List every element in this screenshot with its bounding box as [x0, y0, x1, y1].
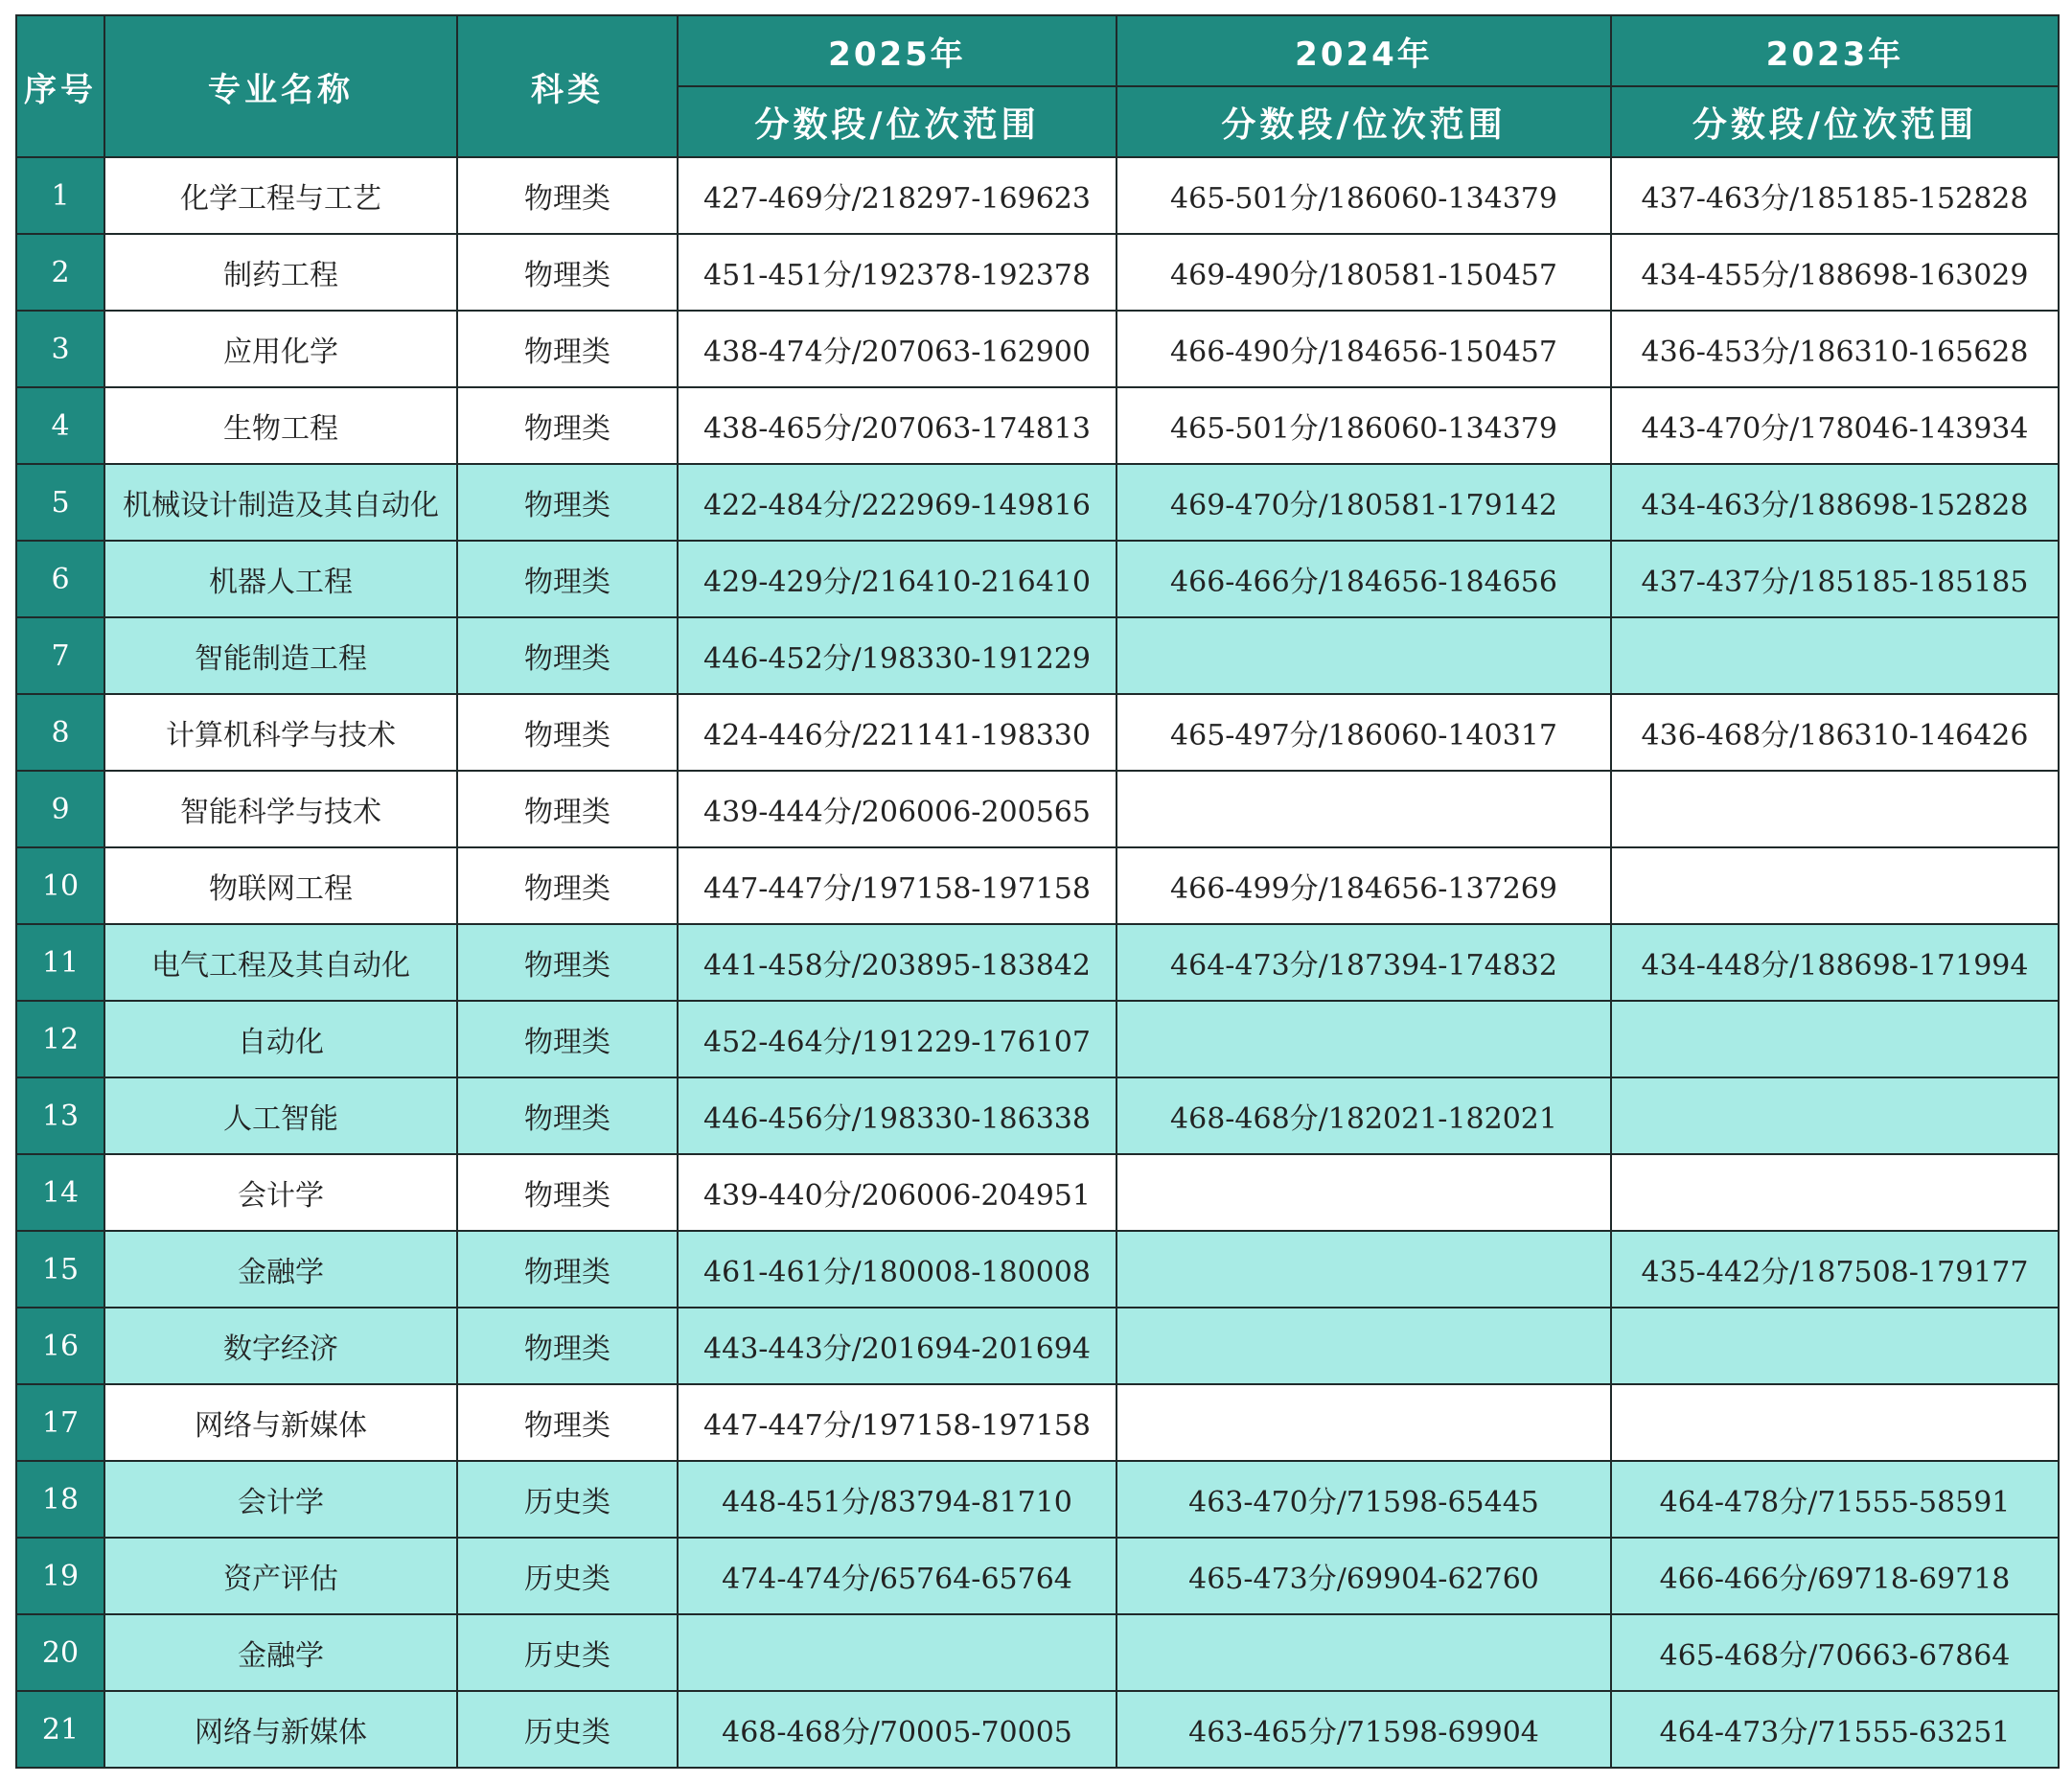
header-major: 专业名称: [104, 15, 457, 157]
major-name-cell: 人工智能: [104, 1077, 457, 1154]
category-cell: 历史类: [457, 1691, 678, 1768]
row-index-cell: 11: [16, 924, 104, 1001]
header-sub-2024: 分数段/位次范围: [1117, 86, 1611, 157]
table-row: [16, 1384, 2059, 1461]
score-2025-cell: 439-444分/206006-200565: [678, 771, 1117, 847]
row-index-cell: 3: [16, 311, 104, 387]
major-name-cell: 物联网工程: [104, 847, 457, 924]
major-name-cell: 会计学: [104, 1461, 457, 1538]
major-name-cell: 金融学: [104, 1614, 457, 1691]
category-cell: 物理类: [457, 617, 678, 694]
score-2025-cell: 429-429分/216410-216410: [678, 541, 1117, 617]
major-name-cell: 制药工程: [104, 234, 457, 311]
major-name-cell: 计算机科学与技术: [104, 694, 457, 771]
score-2025-cell: [678, 1614, 1117, 1691]
table-row: [16, 1691, 2059, 1768]
category-cell: 物理类: [457, 694, 678, 771]
header-index: 序号: [16, 15, 104, 157]
table-row: [16, 617, 2059, 694]
score-2025-cell: 474-474分/65764-65764: [678, 1538, 1117, 1614]
header-year-2024: 2024年: [1117, 15, 1611, 86]
major-name-cell: 生物工程: [104, 387, 457, 464]
score-2023-cell: [1611, 1384, 2059, 1461]
table-row: [16, 311, 2059, 387]
score-2025-cell: 468-468分/70005-70005: [678, 1691, 1117, 1768]
row-index-cell: 10: [16, 847, 104, 924]
score-2023-cell: [1611, 1308, 2059, 1384]
major-name-cell: 自动化: [104, 1001, 457, 1077]
table-row: [16, 387, 2059, 464]
major-name-cell: 金融学: [104, 1231, 457, 1308]
category-cell: 物理类: [457, 387, 678, 464]
row-index-cell: 2: [16, 234, 104, 311]
score-2023-cell: [1611, 771, 2059, 847]
major-name-cell: 机械设计制造及其自动化: [104, 464, 457, 541]
table-row: [16, 1231, 2059, 1308]
score-2024-cell: 469-490分/180581-150457: [1117, 234, 1611, 311]
row-index-cell: 18: [16, 1461, 104, 1538]
score-2023-cell: 437-437分/185185-185185: [1611, 541, 2059, 617]
score-2023-cell: 436-468分/186310-146426: [1611, 694, 2059, 771]
table-row: [16, 1538, 2059, 1614]
category-cell: 物理类: [457, 464, 678, 541]
score-2025-cell: 424-446分/221141-198330: [678, 694, 1117, 771]
row-index-cell: 19: [16, 1538, 104, 1614]
score-2023-cell: 443-470分/178046-143934: [1611, 387, 2059, 464]
score-2024-cell: [1117, 1154, 1611, 1231]
row-index-cell: 13: [16, 1077, 104, 1154]
table-row: [16, 1001, 2059, 1077]
row-index-cell: 9: [16, 771, 104, 847]
row-index-cell: 7: [16, 617, 104, 694]
header-year-2023: 2023年: [1611, 15, 2059, 86]
row-index-cell: 17: [16, 1384, 104, 1461]
score-2024-cell: 465-473分/69904-62760: [1117, 1538, 1611, 1614]
row-index-cell: 20: [16, 1614, 104, 1691]
score-2023-cell: [1611, 1077, 2059, 1154]
row-index-cell: 1: [16, 157, 104, 234]
score-2025-cell: 446-452分/198330-191229: [678, 617, 1117, 694]
score-2024-cell: 465-501分/186060-134379: [1117, 387, 1611, 464]
category-cell: 物理类: [457, 157, 678, 234]
category-cell: 物理类: [457, 1308, 678, 1384]
score-2025-cell: 439-440分/206006-204951: [678, 1154, 1117, 1231]
category-cell: 物理类: [457, 234, 678, 311]
score-2025-cell: 441-458分/203895-183842: [678, 924, 1117, 1001]
score-2025-cell: 422-484分/222969-149816: [678, 464, 1117, 541]
category-cell: 物理类: [457, 1077, 678, 1154]
score-2025-cell: 461-461分/180008-180008: [678, 1231, 1117, 1308]
table-row: [16, 1308, 2059, 1384]
row-index-cell: 5: [16, 464, 104, 541]
header-category: 科类: [457, 15, 678, 157]
score-2023-cell: 436-453分/186310-165628: [1611, 311, 2059, 387]
category-cell: 物理类: [457, 847, 678, 924]
score-2025-cell: 438-465分/207063-174813: [678, 387, 1117, 464]
score-2023-cell: [1611, 1001, 2059, 1077]
score-2025-cell: 443-443分/201694-201694: [678, 1308, 1117, 1384]
major-name-cell: 应用化学: [104, 311, 457, 387]
category-cell: 物理类: [457, 311, 678, 387]
score-2024-cell: 468-468分/182021-182021: [1117, 1077, 1611, 1154]
category-cell: 物理类: [457, 1154, 678, 1231]
admission-score-table: [15, 14, 2060, 1769]
major-name-cell: 资产评估: [104, 1538, 457, 1614]
row-index-cell: 16: [16, 1308, 104, 1384]
table-row: [16, 1461, 2059, 1538]
major-name-cell: 数字经济: [104, 1308, 457, 1384]
category-cell: 历史类: [457, 1614, 678, 1691]
score-2023-cell: 434-463分/188698-152828: [1611, 464, 2059, 541]
category-cell: 物理类: [457, 1384, 678, 1461]
score-2024-cell: [1117, 1614, 1611, 1691]
major-name-cell: 电气工程及其自动化: [104, 924, 457, 1001]
score-2024-cell: 466-490分/184656-150457: [1117, 311, 1611, 387]
header-sub-2023: 分数段/位次范围: [1611, 86, 2059, 157]
table-row: [16, 1077, 2059, 1154]
table-row: [16, 1614, 2059, 1691]
score-2024-cell: [1117, 1384, 1611, 1461]
score-2024-cell: [1117, 771, 1611, 847]
score-2024-cell: 465-497分/186060-140317: [1117, 694, 1611, 771]
score-2025-cell: 447-447分/197158-197158: [678, 847, 1117, 924]
score-2024-cell: 469-470分/180581-179142: [1117, 464, 1611, 541]
table-row: [16, 234, 2059, 311]
header-year-2025: 2025年: [678, 15, 1117, 86]
score-2024-cell: 466-499分/184656-137269: [1117, 847, 1611, 924]
major-name-cell: 智能科学与技术: [104, 771, 457, 847]
category-cell: 物理类: [457, 541, 678, 617]
row-index-cell: 15: [16, 1231, 104, 1308]
row-index-cell: 4: [16, 387, 104, 464]
major-name-cell: 网络与新媒体: [104, 1691, 457, 1768]
score-2024-cell: 463-470分/71598-65445: [1117, 1461, 1611, 1538]
score-2024-cell: 463-465分/71598-69904: [1117, 1691, 1611, 1768]
major-name-cell: 智能制造工程: [104, 617, 457, 694]
row-index-cell: 12: [16, 1001, 104, 1077]
score-2023-cell: [1611, 847, 2059, 924]
major-name-cell: 化学工程与工艺: [104, 157, 457, 234]
score-2023-cell: [1611, 1154, 2059, 1231]
score-2023-cell: 434-455分/188698-163029: [1611, 234, 2059, 311]
score-2025-cell: 427-469分/218297-169623: [678, 157, 1117, 234]
major-name-cell: 会计学: [104, 1154, 457, 1231]
major-name-cell: 机器人工程: [104, 541, 457, 617]
score-2024-cell: 466-466分/184656-184656: [1117, 541, 1611, 617]
score-2024-cell: 465-501分/186060-134379: [1117, 157, 1611, 234]
score-2024-cell: [1117, 1001, 1611, 1077]
table-row: [16, 1154, 2059, 1231]
category-cell: 物理类: [457, 1231, 678, 1308]
category-cell: 物理类: [457, 924, 678, 1001]
score-2023-cell: 466-466分/69718-69718: [1611, 1538, 2059, 1614]
score-2024-cell: [1117, 1231, 1611, 1308]
row-index-cell: 21: [16, 1691, 104, 1768]
category-cell: 历史类: [457, 1461, 678, 1538]
score-2023-cell: [1611, 617, 2059, 694]
category-cell: 物理类: [457, 771, 678, 847]
table-row: [16, 157, 2059, 234]
score-2025-cell: 452-464分/191229-176107: [678, 1001, 1117, 1077]
row-index-cell: 14: [16, 1154, 104, 1231]
category-cell: 历史类: [457, 1538, 678, 1614]
score-2023-cell: 434-448分/188698-171994: [1611, 924, 2059, 1001]
table-row: [16, 847, 2059, 924]
category-cell: 物理类: [457, 1001, 678, 1077]
score-2025-cell: 447-447分/197158-197158: [678, 1384, 1117, 1461]
score-2023-cell: 437-463分/185185-152828: [1611, 157, 2059, 234]
score-2024-cell: [1117, 1308, 1611, 1384]
score-2025-cell: 448-451分/83794-81710: [678, 1461, 1117, 1538]
score-2025-cell: 451-451分/192378-192378: [678, 234, 1117, 311]
score-2025-cell: 438-474分/207063-162900: [678, 311, 1117, 387]
score-2024-cell: 464-473分/187394-174832: [1117, 924, 1611, 1001]
header-sub-2025: 分数段/位次范围: [678, 86, 1117, 157]
major-name-cell: 网络与新媒体: [104, 1384, 457, 1461]
row-index-cell: 6: [16, 541, 104, 617]
score-2023-cell: 435-442分/187508-179177: [1611, 1231, 2059, 1308]
score-2023-cell: 465-468分/70663-67864: [1611, 1614, 2059, 1691]
score-2023-cell: 464-473分/71555-63251: [1611, 1691, 2059, 1768]
table-row: [16, 924, 2059, 1001]
score-2025-cell: 446-456分/198330-186338: [678, 1077, 1117, 1154]
row-index-cell: 8: [16, 694, 104, 771]
score-2024-cell: [1117, 617, 1611, 694]
score-2023-cell: 464-478分/71555-58591: [1611, 1461, 2059, 1538]
table-row: [16, 541, 2059, 617]
table-row: [16, 771, 2059, 847]
table-body: [16, 157, 2059, 1768]
table-row: [16, 464, 2059, 541]
table-row: [16, 694, 2059, 771]
